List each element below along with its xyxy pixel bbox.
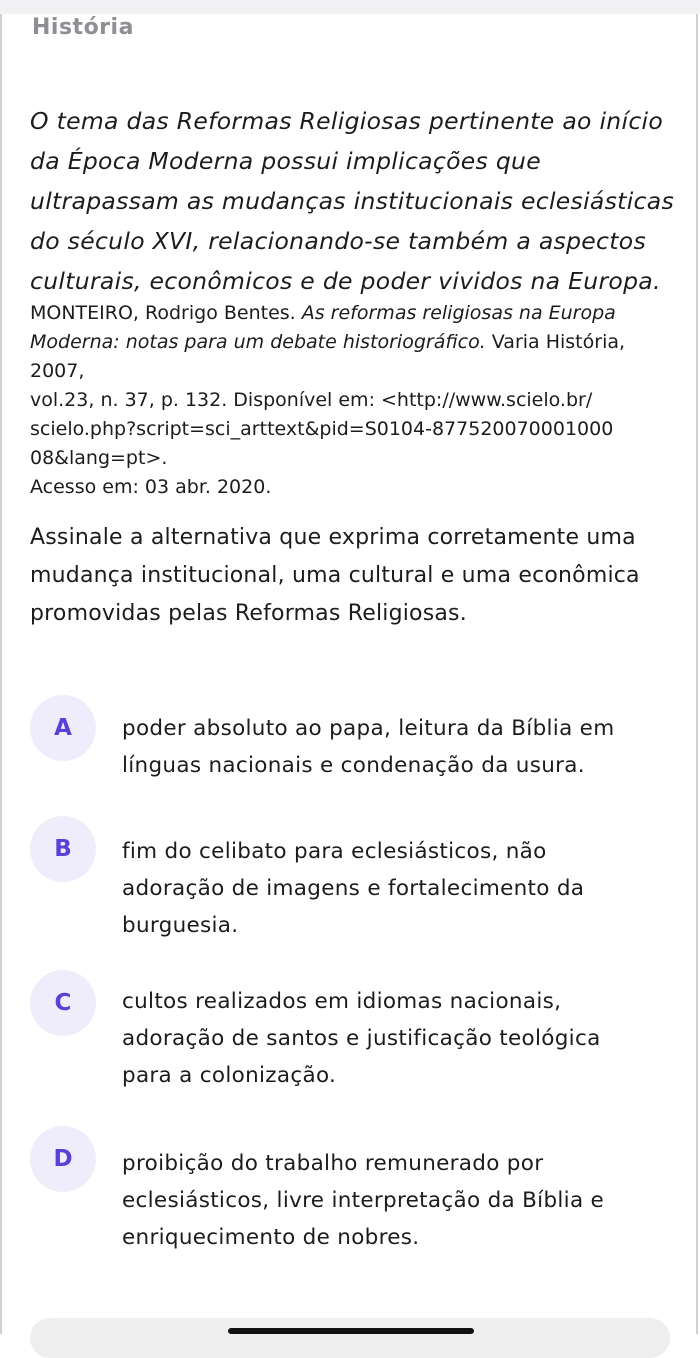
reference-year: 2007, — [30, 360, 85, 382]
option-a-text[interactable] — [122, 710, 682, 784]
quote-line: O tema das Reformas Religiosas pertinente ao início — [30, 107, 664, 135]
reference-title-part1: As reformas religiosas na Europa — [301, 302, 616, 324]
reference-url: scielo.php?script=sci_arttext&pid=S0104-877520070001000 — [30, 418, 614, 440]
quote-text — [30, 101, 680, 301]
option-line: eclesiásticos, livre interpretação da Bíblia e — [122, 1188, 605, 1213]
reference-access: Acesso em: 03 abr. 2020. — [30, 476, 272, 498]
prompt-line: Assinale a alternativa que exprima corretamente uma — [30, 525, 636, 550]
reference-line-1 — [30, 299, 690, 328]
option-b-badge[interactable]: B — [30, 816, 96, 882]
quote-line: do século XVI, relacionando-se também a aspectos — [30, 227, 647, 255]
option-c-badge[interactable]: C — [30, 970, 96, 1036]
option-b-text[interactable] — [122, 833, 682, 944]
option-line: enriquecimento de nobres. — [122, 1225, 420, 1250]
question-prompt — [30, 519, 680, 633]
option-c-text[interactable] — [122, 983, 682, 1094]
option-line: adoração de santos e justificação teológica — [122, 1026, 601, 1051]
option-line: adoração de imagens e fortalecimento da — [122, 876, 585, 901]
quote-line: ultrapassam as mudanças institucionais eclesiásticas — [30, 187, 674, 215]
option-d-badge[interactable]: D — [30, 1126, 96, 1192]
reference-url-end: 08&lang=pt>. — [30, 447, 168, 469]
home-indicator[interactable] — [228, 1328, 474, 1334]
prompt-line: promovidas pelas Reformas Religiosas. — [30, 601, 467, 626]
option-line: para a colonização. — [122, 1063, 337, 1088]
reference-journal: Varia História, — [491, 331, 626, 353]
reference-citation — [30, 299, 690, 502]
bottom-bar — [30, 1318, 670, 1358]
option-line: línguas nacionais e condenação da usura. — [122, 753, 585, 778]
top-strip — [0, 0, 700, 14]
option-d-text[interactable] — [122, 1145, 682, 1256]
option-line: cultos realizados em idiomas nacionais, — [122, 989, 562, 1014]
reference-author: MONTEIRO, Rodrigo Bentes. — [30, 302, 296, 324]
quote-line: culturais, econômicos e de poder vividos na Europa. — [30, 267, 661, 295]
reference-line-2 — [30, 328, 690, 357]
option-line: poder absoluto ao papa, leitura da Bíblia em — [122, 716, 615, 741]
quote-line: da Época Moderna possui implicações que — [30, 147, 542, 175]
option-line: fim do celibato para eclesiásticos, não — [122, 839, 547, 864]
reference-title-part2: Moderna: notas para um debate historiográfico. — [30, 331, 486, 353]
option-line: burguesia. — [122, 913, 239, 938]
subject-label: História — [32, 15, 134, 40]
option-a-badge[interactable]: A — [30, 695, 96, 761]
reference-volume: vol.23, n. 37, p. 132. Disponível em: <http://www.scielo.br/ — [30, 389, 593, 411]
prompt-line: mudança institucional, uma cultural e uma econômica — [30, 563, 640, 588]
option-line: proibição do trabalho remunerado por — [122, 1151, 544, 1176]
